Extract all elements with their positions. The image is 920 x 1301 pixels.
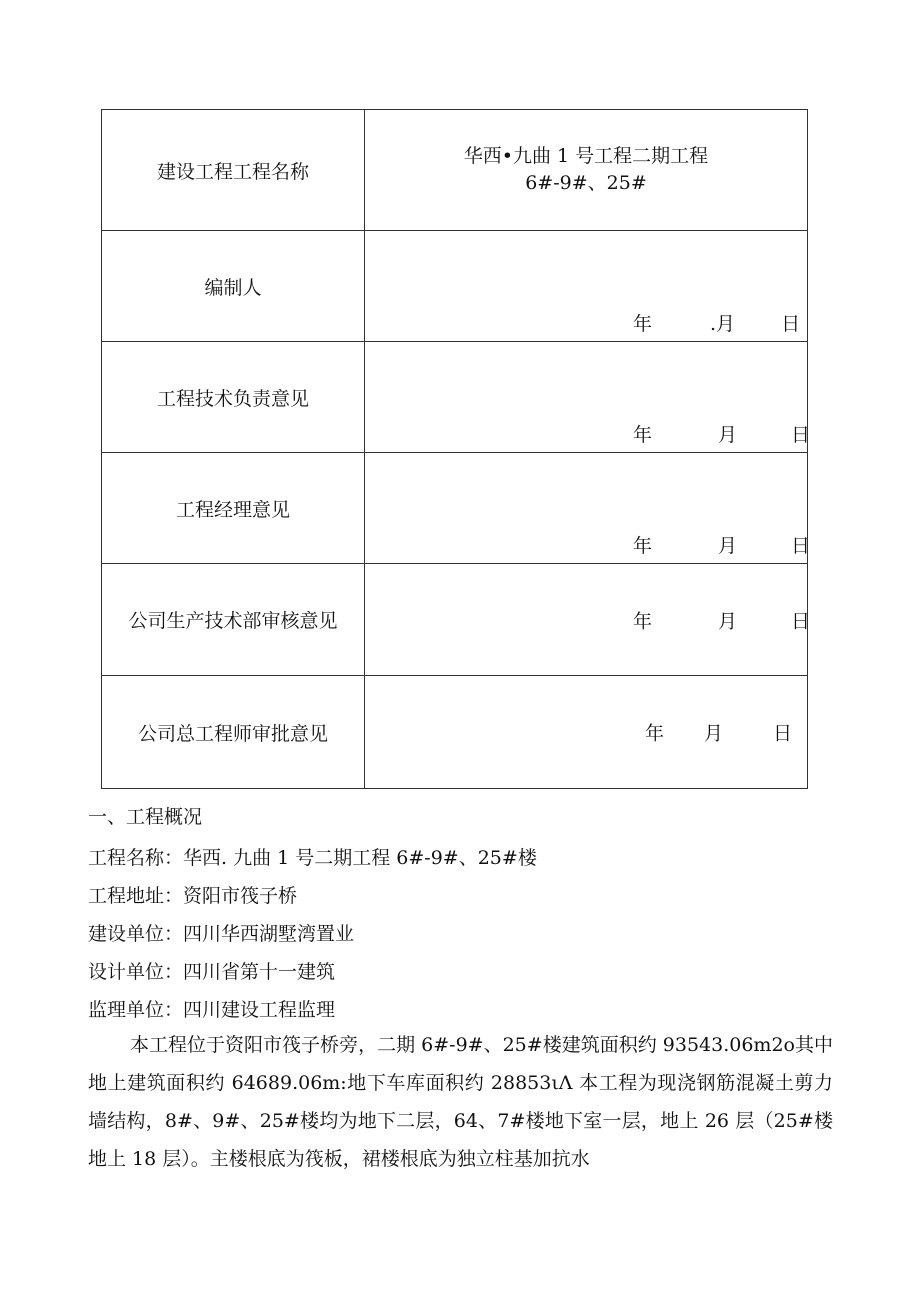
- date-day: 日: [781, 313, 801, 335]
- date-day: 日: [791, 424, 811, 446]
- date-cell: [365, 676, 808, 789]
- table-row: [102, 676, 808, 789]
- date-cell: [365, 231, 808, 342]
- info-line-builder: 建设单位：四川华西湖墅湾置业: [88, 923, 355, 945]
- date-line: [645, 719, 792, 746]
- info-line-designer: 设计单位：四川省第十一建筑: [88, 961, 336, 983]
- date-line: [633, 531, 810, 558]
- date-year: 年: [633, 535, 653, 557]
- table-row: [102, 453, 808, 564]
- project-name-line2: 6#-9#、25#: [525, 172, 647, 194]
- approval-table: [101, 109, 811, 789]
- row-label: 公司总工程师审批意见: [102, 676, 365, 789]
- date-month: 月: [718, 610, 738, 632]
- date-year: 年: [633, 313, 653, 335]
- info-line-address: 工程地址：资阳市筏子桥: [88, 885, 298, 907]
- row-label: 建设工程工程名称: [102, 110, 365, 231]
- row-label: 工程技术负责意见: [102, 342, 365, 453]
- date-day: 日: [773, 722, 793, 745]
- table-row: [102, 110, 808, 231]
- info-line-supervisor: 监理单位：四川建设工程监理: [88, 999, 336, 1021]
- date-line: [633, 309, 800, 336]
- section-heading: 一、工程概况: [88, 806, 203, 828]
- table-row: [102, 564, 808, 676]
- table-row: [102, 231, 808, 342]
- date-year: 年: [645, 722, 665, 745]
- overview-paragraph: 本工程位于资阳市筏子桥旁，二期 6#-9#、25#楼建筑面积约 93543.06m2o其中地上建筑面积约 64689.06m:地下车库面积约 28853ιΛ 本工程为现浇钢筋混凝土剪力墙结构，8#、9#、25#楼均为地下二层，64、7#楼地下室一层，地上 26 层（25#楼地上 18 层）。主楼根底为筏板，裙楼根底为独立柱基加抗水: [88, 1034, 833, 1170]
- date-month: 月: [704, 722, 724, 745]
- row-label: 公司生产技术部审核意见: [102, 564, 365, 676]
- date-month: 月: [718, 535, 738, 557]
- info-line-project-name: 工程名称：华西. 九曲 1 号二期工程 6#-9#、25#楼: [88, 847, 537, 869]
- date-line: [633, 420, 810, 447]
- date-year: 年: [633, 424, 653, 446]
- project-name-cell: [365, 110, 808, 231]
- date-cell: [365, 564, 811, 676]
- date-cell: [365, 453, 811, 564]
- row-label: 编制人: [102, 231, 365, 342]
- date-month: .月: [710, 313, 736, 335]
- date-line: [633, 606, 810, 633]
- table-row: [102, 342, 808, 453]
- date-day: 日: [791, 535, 811, 557]
- row-label: 工程经理意见: [102, 453, 365, 564]
- date-day: 日: [791, 610, 811, 632]
- date-cell: [365, 342, 811, 453]
- project-name-line1: 华西•九曲 1 号工程二期工程: [463, 145, 709, 167]
- date-month: 月: [718, 424, 738, 446]
- date-year: 年: [633, 610, 653, 632]
